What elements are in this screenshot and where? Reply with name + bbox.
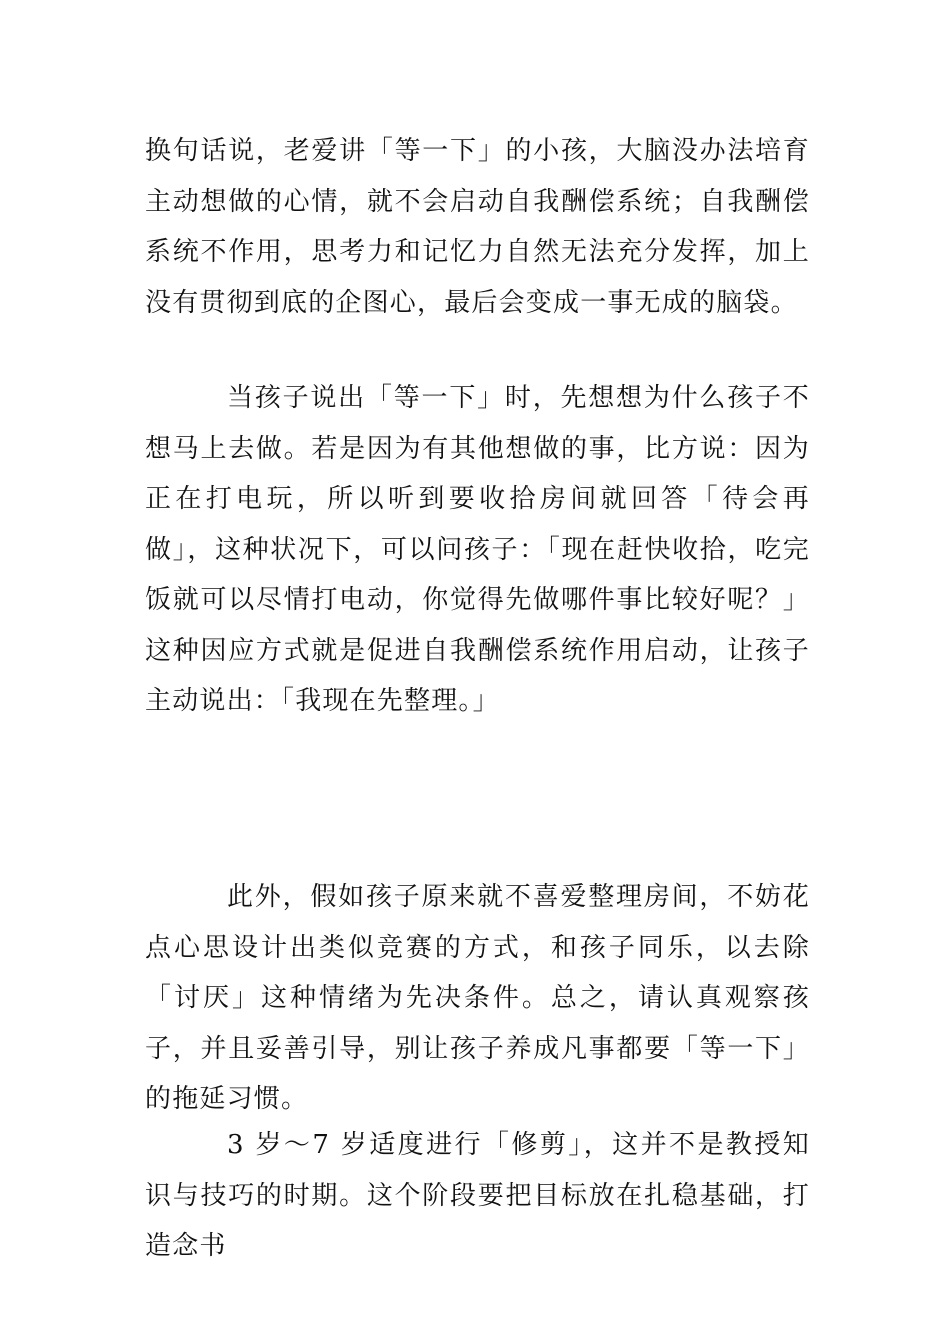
paragraph-4: 3 岁～7 岁适度进行「修剪」，这并不是教授知识与技巧的时期。这个阶段要把目标放在扎稳基础，打造念书 [145,1130,810,1261]
paragraph-3: 此外，假如孩子原来就不喜爱整理房间，不妨花点心思设计出类似竞赛的方式，和孩子同乐，以去除「讨厌」这种情绪为先决条件。总之，请认真观察孩子，并且妥善引导，别让孩子养成凡事都要「等一下」的拖延习惯。 [145,882,810,1114]
paragraph-2: 当孩子说出「等一下」时，先想想为什么孩子不想马上去做。若是因为有其他想做的事，比方说：因为正在打电玩，所以听到要收拾房间就回答「待会再做」，这种状况下，可以问孩子：「现在赶快收拾，吃完饭就可以尽情打电动，你觉得先做哪件事比较好呢？」这种因应方式就是促进自我酬偿系统作用启动，让孩子主动说出：「我现在先整理。」 [145,383,810,716]
paragraph-1: 换句话说，老爱讲「等一下」的小孩，大脑没办法培育主动想做的心情，就不会启动自我酬偿系统；自我酬偿系统不作用，思考力和记忆力自然无法充分发挥，加上没有贯彻到底的企图心，最后会变成一事无成的脑袋。 [145,136,810,318]
